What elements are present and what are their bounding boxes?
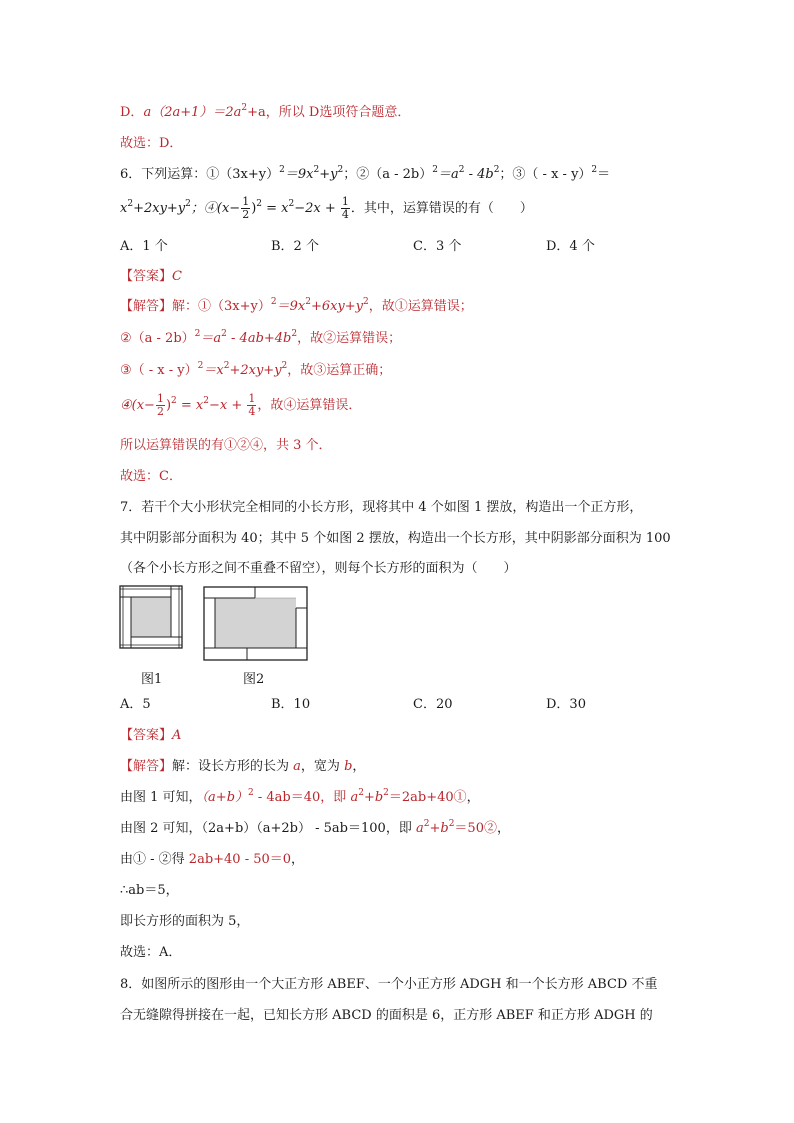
solution-label: 【解答】 xyxy=(120,759,173,774)
text: - 4b xyxy=(464,167,494,182)
text: 2 xyxy=(291,329,298,339)
text: ＝a xyxy=(437,167,459,182)
text: ②（a - 2b） xyxy=(120,331,195,346)
q7-option-d: D．30 xyxy=(546,697,586,712)
text: 2 xyxy=(127,199,134,209)
q7-answer-line xyxy=(120,727,181,745)
q8-line2: 合无缝隙得拼接在一起，已知长方形 ABCD 的面积是 6，正方形 ABEF 和正方形 ADGH 的 xyxy=(120,1008,653,1023)
text: ；④(x− xyxy=(190,201,241,216)
text: 1 xyxy=(156,392,164,405)
q7-line1: 7．若干个大小形状完全相同的小长方形，现将其中 4 个如图 1 摆放，构造出一个正方形， xyxy=(120,500,643,515)
text: 2 xyxy=(185,199,191,209)
text: 解：①（3x+y） xyxy=(172,299,271,314)
text: 2 xyxy=(305,297,311,307)
sol7-line4 xyxy=(120,851,304,869)
text: 2 xyxy=(363,297,369,307)
text: 2 xyxy=(288,199,295,209)
figure-1-caption: 图1 xyxy=(141,672,163,687)
text: D． xyxy=(120,105,144,120)
answer-value: C xyxy=(172,269,182,284)
q6-line2 xyxy=(120,196,533,223)
text: 2 xyxy=(270,297,277,307)
text: 2 xyxy=(383,788,389,798)
text: 1 xyxy=(248,392,256,405)
option-d-line xyxy=(120,104,410,123)
text: −x + xyxy=(209,398,247,413)
text: ＝9x xyxy=(276,299,306,314)
text: 1 xyxy=(341,195,349,208)
text: 2 xyxy=(358,788,364,798)
text: 2 xyxy=(194,329,201,339)
text: ， xyxy=(291,852,305,867)
text: ＝ xyxy=(597,167,611,182)
text: 4 xyxy=(248,405,256,418)
text: +2xy+y xyxy=(229,363,282,378)
fraction-quarter xyxy=(341,196,350,221)
text: +6xy+y xyxy=(310,299,364,314)
text: 2 xyxy=(458,165,465,175)
text: −2x + xyxy=(294,201,340,216)
text: ＝x xyxy=(203,363,224,378)
q7-line2: 其中阴影部分面积为 40；其中 5 个如图 2 摆放，构造出一个长方形，其中阴影部分面积为 100 xyxy=(120,531,671,546)
fig1-shaded-square xyxy=(131,597,171,637)
text: ，故①运算错误； xyxy=(368,299,473,314)
text: = x xyxy=(176,398,204,413)
figure-2 xyxy=(203,586,309,664)
text: 由图 2 可知，（2a+b）（a+2b） - 5ab＝100，即 xyxy=(120,821,416,836)
text: ，故④运算错误． xyxy=(257,398,362,413)
text: ， xyxy=(352,759,366,774)
text: +y xyxy=(319,167,338,182)
q7-line3: （各个小长方形之间不重叠不留空），则每个长方形的面积为（ ） xyxy=(120,561,517,576)
fraction-quarter xyxy=(247,393,256,418)
text: ， xyxy=(466,790,480,805)
answer-label: 【答案】 xyxy=(120,728,173,743)
q7-option-a: A．5 xyxy=(120,697,151,712)
text: ) xyxy=(251,201,257,216)
q8-line1: 8．如图所示的图形由一个大正方形 ABEF、一个小正方形 ADGH 和一个长方形 ABCD 不重 xyxy=(120,977,658,992)
solution-label: 【解答】 xyxy=(120,299,173,314)
text: 2 xyxy=(241,103,248,113)
sol7-line3 xyxy=(120,820,510,839)
text: 2 xyxy=(156,405,164,418)
text: 解：设长方形的长为 xyxy=(172,759,294,774)
text: ，宽为 xyxy=(300,759,345,774)
figure-2-caption: 图2 xyxy=(243,672,265,687)
text: +b xyxy=(363,790,384,805)
text: 2 xyxy=(242,208,250,221)
figure-1 xyxy=(119,585,183,665)
text: ＝50② xyxy=(454,821,497,836)
text: ．其中，运算错误的有（ ） xyxy=(350,201,533,216)
answer-label: 【答案】 xyxy=(120,269,173,284)
fig2-shaded-area xyxy=(215,598,296,648)
text: a xyxy=(415,821,424,836)
text: 2 xyxy=(248,788,254,798)
fraction-half xyxy=(241,196,250,221)
text: b xyxy=(344,759,353,774)
text: ＝a xyxy=(200,331,222,346)
q6-line1 xyxy=(120,166,610,185)
text: 6．下列运算：①（3x+y） xyxy=(120,167,280,182)
text: 2 xyxy=(256,199,262,209)
text: ) xyxy=(165,398,172,413)
sol7-line2 xyxy=(120,789,480,808)
text: ③（ - x - y） xyxy=(120,363,198,378)
choose-d-line: 故选：D． xyxy=(120,136,183,151)
text: ；③（ - x - y） xyxy=(499,167,592,182)
q6-answer-line xyxy=(120,268,182,286)
text: a xyxy=(293,759,301,774)
text: 由① - ②得 xyxy=(120,852,189,867)
choose-c-line: 故选：C． xyxy=(120,469,182,484)
text: 2 xyxy=(223,361,230,371)
text: 2 xyxy=(279,165,285,175)
q7-option-b: B．10 xyxy=(271,697,311,712)
text: a xyxy=(350,790,359,805)
text: ＝9x xyxy=(284,167,314,182)
q6-option-d: D．4 个 xyxy=(546,239,595,254)
text: 2 xyxy=(313,165,320,175)
text: 1 xyxy=(242,195,250,208)
text: ，故③运算正确； xyxy=(287,363,392,378)
text: = x xyxy=(262,201,289,216)
text: 2 xyxy=(281,361,288,371)
text: 2 xyxy=(197,361,204,371)
q7-option-c: C．20 xyxy=(413,697,453,712)
sol6-line5: 所以运算错误的有①②④，共 3 个． xyxy=(120,438,332,453)
text: - 4ab+4b xyxy=(226,331,292,346)
text: ④(x− xyxy=(120,398,155,413)
sol7-line6: 即长方形的面积为 5， xyxy=(120,914,250,929)
fraction-half xyxy=(156,393,165,418)
text: 2ab+40 - 50＝0 xyxy=(188,852,292,867)
sol7-line5: ∴ab＝5， xyxy=(120,883,179,898)
text: 2 xyxy=(423,819,430,829)
q6-option-a: A．1 个 xyxy=(120,239,168,254)
sol6-line2 xyxy=(120,330,401,349)
text: 由图 1 可知， xyxy=(120,790,202,805)
text: ；②（a - 2b） xyxy=(343,167,433,182)
text: （a+b） xyxy=(201,790,249,805)
sol7-line1 xyxy=(120,758,365,776)
text: +2xy+y xyxy=(133,201,186,216)
q6-option-b: B．2 个 xyxy=(271,239,319,254)
text: 2 xyxy=(448,819,455,829)
text: 2 xyxy=(203,396,209,406)
sol6-line4 xyxy=(120,393,361,420)
text: 2 xyxy=(337,165,344,175)
text: ＝2ab+40① xyxy=(388,790,467,805)
text: 4 xyxy=(341,208,349,221)
text: +b xyxy=(429,821,449,836)
text: 2 xyxy=(171,396,177,406)
text: 2 xyxy=(221,329,227,339)
text: +a，所以 D选项符合题意． xyxy=(247,105,411,120)
sol6-line3 xyxy=(120,362,391,381)
text: 2 xyxy=(432,165,438,175)
text: ，故②运算错误； xyxy=(297,331,402,346)
text: ， xyxy=(496,821,510,836)
choose-a-line: 故选：A． xyxy=(120,945,182,960)
text: x xyxy=(120,201,128,216)
text: 2 xyxy=(493,165,500,175)
text: a（2a+1）＝2a xyxy=(143,105,242,120)
q6-option-c: C．3 个 xyxy=(413,239,462,254)
answer-value: A xyxy=(172,728,182,743)
text: 2 xyxy=(591,165,598,175)
sol6-line1 xyxy=(120,298,473,317)
text: - 4ab＝40，即 xyxy=(253,790,351,805)
